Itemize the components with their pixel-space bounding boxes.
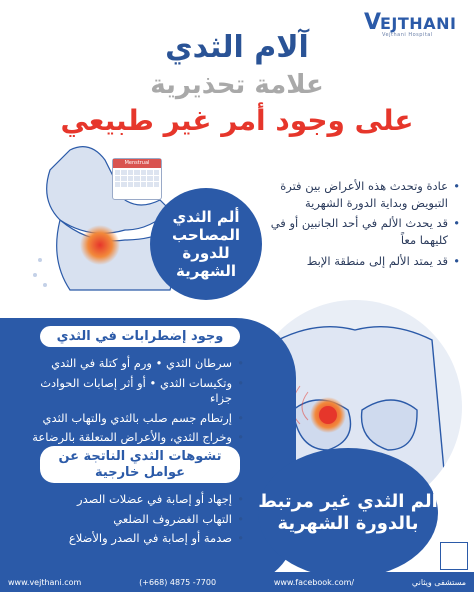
breast-disorders-heading: وجود إضطرابات في الثدي bbox=[40, 326, 240, 347]
facebook-link[interactable]: www.facebook.com/ bbox=[273, 577, 355, 587]
page-subtitle: علامة تحذيرية bbox=[150, 70, 324, 100]
page-headline: على وجود أمر غير طبيعي bbox=[60, 104, 414, 137]
list-item: • قد يحدث الألم في أحد الجانبين أو في كليهما معاً bbox=[240, 215, 460, 248]
hospital-name: مستشفى ويثاني bbox=[411, 577, 466, 587]
external-factors-heading: تشوهات الثدي الناتجة عن عوامل خارجية bbox=[40, 446, 240, 483]
list-item: • سرطان الثدي • ورم أو كتلة في الثدي bbox=[20, 356, 244, 372]
logo-mark: V bbox=[364, 10, 382, 35]
list-item: • التهاب الغضروف الضلعي bbox=[20, 512, 244, 528]
website-link[interactable]: www.vejthani.com bbox=[8, 577, 82, 587]
non-cyclic-pain-title: ألم الثدي غير مرتبط بالدورة الشهرية bbox=[258, 448, 438, 578]
breast-disorders-list bbox=[20, 356, 244, 450]
footer bbox=[0, 572, 474, 592]
calendar-header: Menstrual bbox=[113, 159, 161, 168]
list-item: • إجهاد أو إصابة في عضلات الصدر bbox=[20, 492, 244, 508]
logo-name: EJTHANI bbox=[380, 14, 457, 33]
list-item: • عادة وتحدث هذه الأعراض بين فترة التبويض وبداية الدورة الشهرية bbox=[240, 178, 460, 211]
qr-code[interactable] bbox=[440, 542, 468, 570]
list-item: • قد يمتد الألم إلى منطقة الإبط bbox=[240, 253, 460, 270]
cyclic-pain-list bbox=[240, 178, 460, 273]
calendar-graphic bbox=[112, 158, 162, 200]
list-item: • صدمة أو إصابة في الصدر والأضلاع bbox=[20, 531, 244, 547]
cyclic-pain-title: ألم الثدي المصاحب للدورة الشهرية bbox=[150, 188, 262, 300]
external-factors-list bbox=[20, 492, 244, 551]
list-item: • وتكيسات الثدي • أو أثر إصابات الحوادث جزاء bbox=[20, 376, 244, 407]
logo-subtitle: Vejthani Hospital bbox=[382, 32, 433, 38]
list-item: • وخراج الثدي، والأعراض المتعلقة بالرضاعة bbox=[20, 430, 244, 446]
phone-number[interactable]: (+668) 4875 -7700 bbox=[139, 577, 217, 587]
list-item: • إرتطام جسم صلب بالثدي والتهاب الثدي bbox=[20, 411, 244, 427]
page-title: آلام الثدي bbox=[165, 30, 309, 65]
